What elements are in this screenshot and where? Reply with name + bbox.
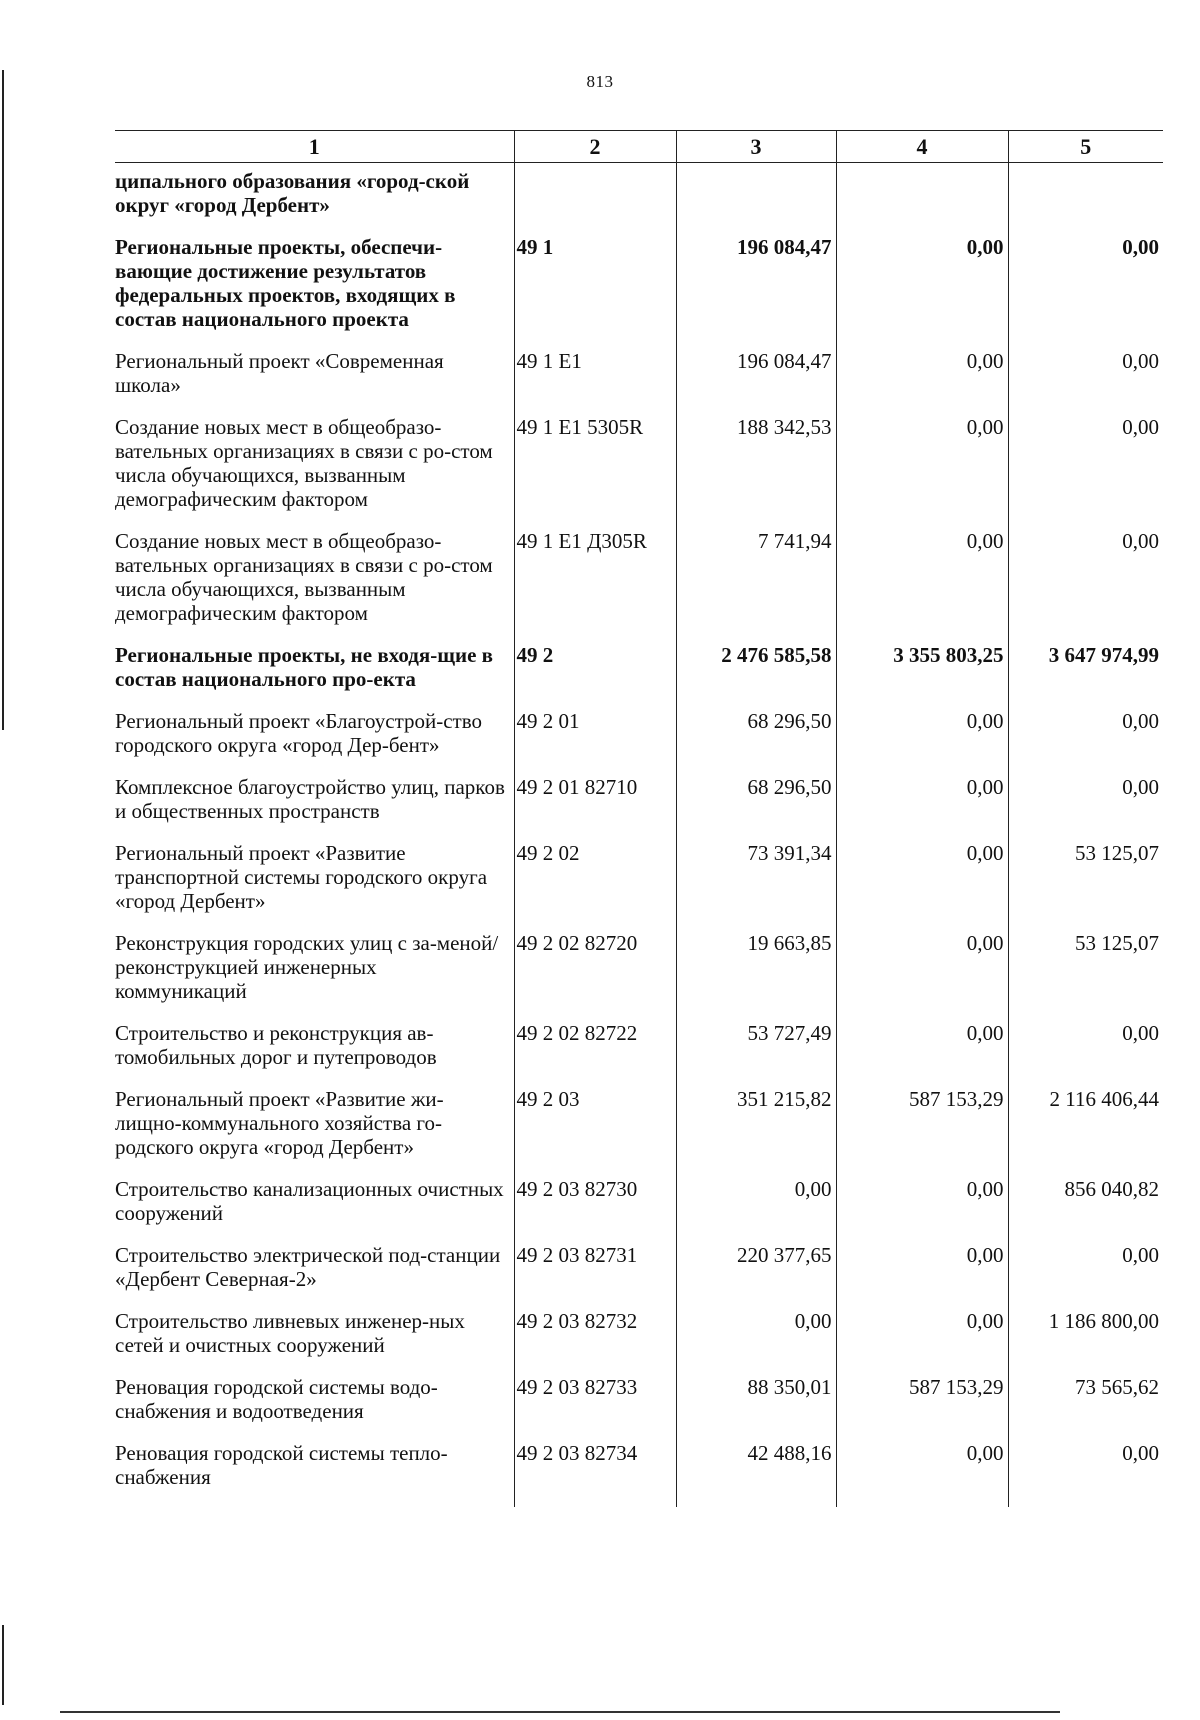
row-value-col4: 0,00 [836, 931, 1008, 1021]
row-value-col5: 0,00 [1008, 529, 1163, 643]
row-value-col5: 0,00 [1008, 775, 1163, 841]
row-value-col5: 0,00 [1008, 349, 1163, 415]
row-value-col4: 0,00 [836, 349, 1008, 415]
row-value-col4: 0,00 [836, 529, 1008, 643]
table-row [115, 1441, 1163, 1507]
table-row [115, 349, 1163, 415]
row-code-cell: 49 2 01 82710 [514, 775, 676, 841]
column-header-5: 5 [1008, 131, 1163, 163]
row-value-col4: 587 153,29 [836, 1087, 1008, 1177]
row-value-col4: 0,00 [836, 1309, 1008, 1375]
row-value-col4: 0,00 [836, 841, 1008, 931]
table-row [115, 1309, 1163, 1375]
row-value-col3: 188 342,53 [676, 415, 836, 529]
row-value-col3: 19 663,85 [676, 931, 836, 1021]
row-name-cell: Строительство ливневых инженер-ных сетей и очистных сооружений [115, 1309, 465, 1357]
row-code-cell: 49 2 03 82732 [514, 1309, 676, 1375]
row-value-col4: 3 355 803,25 [836, 643, 1008, 709]
row-value-col4 [836, 163, 1008, 236]
row-value-col3: 42 488,16 [676, 1441, 836, 1507]
row-value-col5: 0,00 [1008, 235, 1163, 349]
row-name-cell: Комплексное благоустройство улиц, парков и общественных пространств [115, 775, 505, 823]
row-name-cell: Реновация городской системы тепло-снабжения [115, 1441, 448, 1489]
row-value-col4: 0,00 [836, 235, 1008, 349]
row-value-col3: 196 084,47 [676, 349, 836, 415]
row-code-cell: 49 1 E1 5305R [514, 415, 676, 529]
table-row [115, 841, 1163, 931]
scan-bottom-edge-line [60, 1711, 1060, 1713]
header-row [115, 131, 1163, 163]
row-code-cell: 49 2 03 82731 [514, 1243, 676, 1309]
table-row [115, 1375, 1163, 1441]
row-code-cell: 49 2 02 [514, 841, 676, 931]
row-name-cell: Региональный проект «Развитие жи-лищно-коммунального хозяйства го-родского округа «город Дербент» [115, 1087, 444, 1159]
row-value-col5: 0,00 [1008, 1243, 1163, 1309]
row-value-col4: 0,00 [836, 1243, 1008, 1309]
row-code-cell: 49 2 03 82733 [514, 1375, 676, 1441]
column-header-3: 3 [676, 131, 836, 163]
budget-table [115, 130, 1163, 1507]
table-row [115, 775, 1163, 841]
table-row [115, 163, 1163, 236]
row-name-cell: Региональный проект «Благоустрой-ство городского округа «город Дер-бент» [115, 709, 483, 757]
row-value-col5: 2 116 406,44 [1008, 1087, 1163, 1177]
row-value-col5: 3 647 974,99 [1008, 643, 1163, 709]
row-name-cell: Региональные проекты, не входя-щие в состав национального про-екта [115, 643, 493, 691]
row-value-col4: 0,00 [836, 709, 1008, 775]
row-value-col3: 88 350,01 [676, 1375, 836, 1441]
row-name-cell: Создание новых мест в общеобразо-вательных организациях в связи с ро-стом числа обучающихся, вызванным демографическим фактором [115, 415, 493, 511]
row-value-col5: 1 186 800,00 [1008, 1309, 1163, 1375]
row-value-col4: 587 153,29 [836, 1375, 1008, 1441]
row-name-cell: Реконструкция городских улиц с за-меной/реконструкцией инженерных коммуникаций [115, 931, 499, 1003]
row-name-cell: Региональный проект «Развитие транспортной системы городского округа «город Дербент» [115, 841, 488, 913]
row-value-col5: 856 040,82 [1008, 1177, 1163, 1243]
row-value-col3: 73 391,34 [676, 841, 836, 931]
row-value-col4: 0,00 [836, 415, 1008, 529]
table-row [115, 931, 1163, 1021]
row-value-col5: 0,00 [1008, 709, 1163, 775]
row-code-cell: 49 1 [514, 235, 676, 349]
row-value-col4: 0,00 [836, 775, 1008, 841]
row-value-col4: 0,00 [836, 1177, 1008, 1243]
table-row [115, 235, 1163, 349]
column-header-2: 2 [514, 131, 676, 163]
row-name-cell: Региональный проект «Современная школа» [115, 349, 444, 397]
row-value-col3: 351 215,82 [676, 1087, 836, 1177]
row-name-cell: Создание новых мест в общеобразо-вательных организациях в связи с ро-стом числа обучающихся, вызванным демографическим фактором [115, 529, 493, 625]
row-value-col5 [1008, 163, 1163, 236]
row-value-col5: 0,00 [1008, 1441, 1163, 1507]
page-number: 813 [586, 72, 614, 91]
row-value-col3 [676, 163, 836, 236]
row-code-cell: 49 1 E1 Д305R [514, 529, 676, 643]
row-code-cell [514, 163, 676, 236]
row-value-col3: 68 296,50 [676, 709, 836, 775]
row-value-col3: 53 727,49 [676, 1021, 836, 1087]
row-value-col3: 220 377,65 [676, 1243, 836, 1309]
row-value-col3: 0,00 [676, 1309, 836, 1375]
table-body [115, 163, 1163, 1508]
row-value-col3: 2 476 585,58 [676, 643, 836, 709]
row-code-cell: 49 2 01 [514, 709, 676, 775]
row-code-cell: 49 2 02 82720 [514, 931, 676, 1021]
row-value-col5: 53 125,07 [1008, 841, 1163, 931]
row-value-col5: 73 565,62 [1008, 1375, 1163, 1441]
row-code-cell: 49 2 03 82730 [514, 1177, 676, 1243]
row-name-cell: Строительство и реконструкция ав-томобильных дорог и путепроводов [115, 1021, 437, 1069]
row-name-cell: Строительство канализационных очистных сооружений [115, 1177, 504, 1225]
row-name-cell: Строительство электрической под-станции «Дербент Северная-2» [115, 1243, 501, 1291]
row-code-cell: 49 2 03 [514, 1087, 676, 1177]
table-row [115, 415, 1163, 529]
table-row [115, 1243, 1163, 1309]
table-row [115, 1087, 1163, 1177]
scan-left-edge-line [2, 70, 4, 730]
row-code-cell: 49 2 03 82734 [514, 1441, 676, 1507]
column-header-1: 1 [115, 131, 514, 163]
row-value-col3: 196 084,47 [676, 235, 836, 349]
table-row [115, 709, 1163, 775]
row-name-cell: Реновация городской системы водо-снабжения и водоотведения [115, 1375, 438, 1423]
table-row [115, 1177, 1163, 1243]
row-value-col4: 0,00 [836, 1021, 1008, 1087]
row-name-cell: Региональные проекты, обеспечи-вающие достижение результатов федеральных проектов, входящих в состав национального проекта [115, 235, 456, 331]
table-row [115, 643, 1163, 709]
row-value-col3: 7 741,94 [676, 529, 836, 643]
row-code-cell: 49 2 [514, 643, 676, 709]
row-value-col5: 0,00 [1008, 1021, 1163, 1087]
row-value-col5: 0,00 [1008, 415, 1163, 529]
row-name-cell: ципального образования «город-ской округ «город Дербент» [115, 169, 470, 217]
scan-left-edge-line-lower [2, 1625, 4, 1705]
column-header-4: 4 [836, 131, 1008, 163]
row-code-cell: 49 1 E1 [514, 349, 676, 415]
table-row [115, 1021, 1163, 1087]
row-value-col4: 0,00 [836, 1441, 1008, 1507]
row-code-cell: 49 2 02 82722 [514, 1021, 676, 1087]
row-value-col5: 53 125,07 [1008, 931, 1163, 1021]
row-value-col3: 0,00 [676, 1177, 836, 1243]
row-value-col3: 68 296,50 [676, 775, 836, 841]
table-row [115, 529, 1163, 643]
